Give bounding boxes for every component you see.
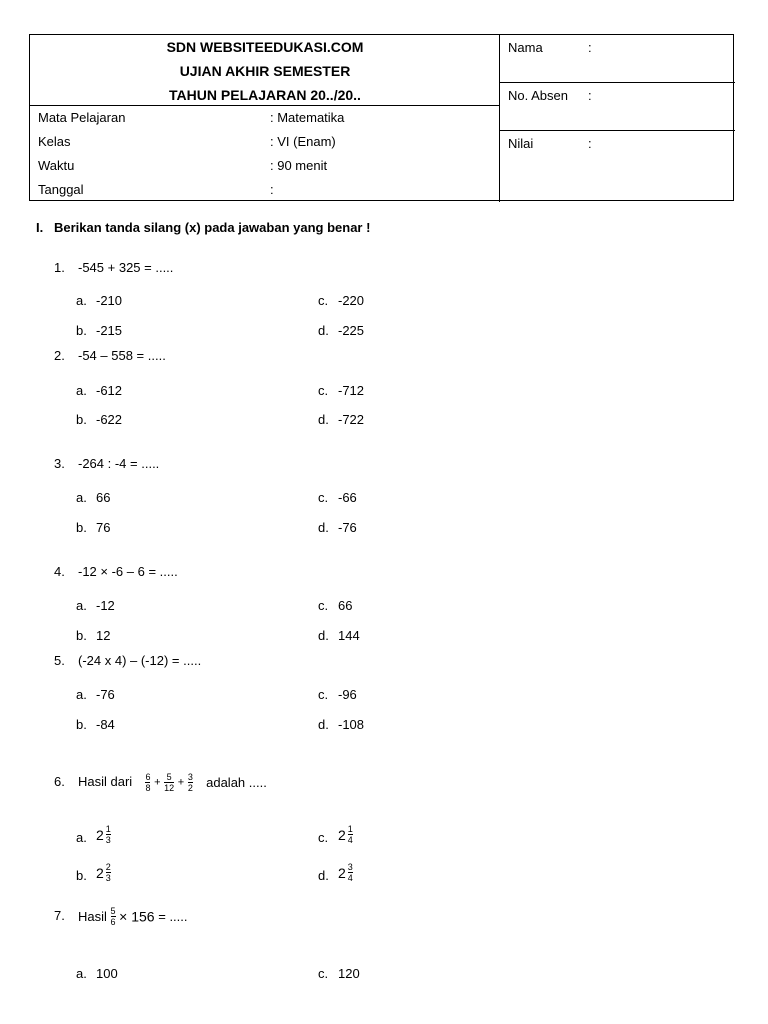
info-value: : Matematika	[270, 110, 345, 125]
section-instruction	[36, 220, 370, 235]
option-6a[interactable]	[76, 824, 111, 845]
option-value: -96	[338, 687, 357, 702]
option-letter: a.	[76, 687, 87, 702]
option-value: -612	[96, 383, 123, 398]
option-6d[interactable]	[318, 862, 353, 883]
option-1b[interactable]	[76, 323, 122, 338]
info-label: Mata Pelajaran	[38, 110, 126, 125]
question-3	[54, 456, 159, 471]
fraction	[145, 772, 150, 793]
fraction	[106, 824, 111, 845]
exam-title: UJIAN AKHIR SEMESTER	[179, 63, 351, 79]
absence-number-field[interactable]	[500, 83, 735, 131]
denominator: 12	[164, 783, 175, 793]
option-letter: a.	[76, 830, 87, 845]
info-label: Waktu	[38, 158, 75, 173]
option-5c[interactable]	[318, 687, 357, 702]
numerator: 5	[166, 772, 172, 782]
option-value: -210	[96, 293, 123, 308]
whole-part: 2	[96, 826, 104, 843]
option-2a[interactable]	[76, 383, 122, 398]
question-number: 7.	[54, 907, 65, 923]
numerator: 2	[105, 862, 111, 872]
option-letter: a.	[76, 293, 87, 308]
operator: +	[154, 776, 161, 789]
denominator: 4	[347, 835, 353, 845]
field-colon: :	[588, 40, 592, 55]
question-text: -264 : -4 = .....	[78, 456, 160, 471]
option-value: -722	[338, 412, 365, 427]
denominator: 6	[110, 917, 116, 927]
option-letter: a.	[76, 490, 87, 505]
option-letter: d.	[318, 868, 329, 883]
info-value: : 90 menit	[270, 158, 328, 173]
school-name: SDN WEBSITEEDUKASI.COM	[166, 39, 364, 55]
operator: +	[177, 776, 185, 789]
option-letter: c.	[318, 687, 329, 702]
option-value: -66	[338, 490, 357, 505]
denominator: 8	[145, 783, 151, 793]
question-text: (-24 x 4) – (-12) = .....	[78, 653, 202, 668]
option-2d[interactable]	[318, 412, 364, 427]
option-letter: d.	[318, 412, 329, 427]
question-6	[54, 772, 267, 793]
option-4c[interactable]	[318, 598, 352, 613]
multiply-expression: × 156	[119, 908, 155, 925]
academic-year: TAHUN PELAJARAN 20../20..	[169, 87, 361, 103]
name-field[interactable]	[500, 35, 735, 83]
option-6c[interactable]	[318, 824, 353, 845]
mixed-number	[338, 862, 353, 883]
mixed-number	[96, 824, 111, 845]
exam-info-grid	[30, 105, 500, 202]
option-value: 100	[96, 966, 118, 981]
field-label: Nilai	[508, 136, 534, 151]
fraction	[111, 906, 116, 927]
student-fields	[500, 35, 735, 202]
info-row-subject	[30, 106, 500, 130]
numerator: 3	[187, 772, 193, 782]
option-letter: b.	[76, 412, 87, 427]
option-letter: d.	[318, 628, 329, 643]
option-value: 120	[338, 966, 360, 981]
question-number: 1.	[54, 260, 65, 275]
option-3b[interactable]	[76, 520, 110, 535]
option-4b[interactable]	[76, 628, 110, 643]
fraction	[106, 862, 111, 883]
option-value: -712	[338, 383, 365, 398]
numerator: 5	[110, 906, 116, 916]
option-3c[interactable]	[318, 490, 357, 505]
option-value: -108	[338, 717, 365, 732]
option-4d[interactable]	[318, 628, 360, 643]
question-text: -12 × -6 – 6 = .....	[78, 564, 178, 579]
fraction	[348, 862, 353, 883]
option-value: -215	[96, 323, 123, 338]
option-value: -220	[338, 293, 365, 308]
info-label: Kelas	[38, 134, 71, 149]
numerator: 1	[347, 824, 353, 834]
question-5	[54, 653, 201, 668]
numerator: 3	[347, 862, 353, 872]
question-text: -545 + 325 = .....	[78, 260, 174, 275]
option-7c[interactable]	[318, 966, 360, 981]
question-7	[54, 906, 188, 927]
option-letter: c.	[318, 383, 329, 398]
question-text: -54 – 558 = .....	[78, 348, 166, 363]
option-5b[interactable]	[76, 717, 115, 732]
option-value: 144	[338, 628, 360, 643]
score-field[interactable]	[500, 131, 735, 202]
option-3d[interactable]	[318, 520, 357, 535]
option-letter: c.	[318, 598, 329, 613]
question-4	[54, 564, 178, 579]
option-value: -225	[338, 323, 365, 338]
denominator: 4	[347, 873, 353, 883]
question-number: 5.	[54, 653, 65, 668]
question-prefix: Hasil	[78, 909, 107, 924]
info-label: Tanggal	[38, 182, 84, 197]
option-value: 76	[96, 520, 111, 535]
field-colon: :	[588, 88, 592, 103]
school-title-block	[30, 35, 500, 105]
info-row-date	[30, 178, 500, 202]
option-value: -76	[338, 520, 357, 535]
section-text: Berikan tanda silang (x) pada jawaban yang benar !	[54, 220, 371, 235]
option-letter: b.	[76, 628, 87, 643]
question-number: 6.	[54, 773, 65, 789]
option-4a[interactable]	[76, 598, 115, 613]
option-1a[interactable]	[76, 293, 122, 308]
option-value: -84	[96, 717, 115, 732]
denominator: 3	[105, 835, 111, 845]
mixed-number	[96, 862, 111, 883]
option-value: -622	[96, 412, 123, 427]
option-letter: a.	[76, 383, 87, 398]
numerator: 6	[145, 772, 151, 782]
option-1c[interactable]	[318, 293, 364, 308]
option-value: -12	[96, 598, 115, 613]
option-letter: c.	[318, 490, 329, 505]
field-label: No. Absen	[508, 88, 568, 103]
question-number: 3.	[54, 456, 65, 471]
whole-part: 2	[338, 864, 346, 881]
field-colon: :	[588, 136, 592, 151]
info-value: : VI (Enam)	[270, 134, 336, 149]
whole-part: 2	[338, 826, 346, 843]
option-1d[interactable]	[318, 323, 364, 338]
fraction	[348, 824, 353, 845]
option-letter: b.	[76, 520, 87, 535]
option-2c[interactable]	[318, 383, 364, 398]
numerator: 1	[105, 824, 111, 834]
option-value: 66	[96, 490, 111, 505]
denominator: 2	[187, 783, 193, 793]
option-letter: b.	[76, 868, 87, 883]
denominator: 3	[105, 873, 111, 883]
fraction	[188, 772, 193, 793]
info-row-class	[30, 130, 500, 154]
question-number: 4.	[54, 564, 65, 579]
question-2	[54, 348, 166, 363]
option-letter: a.	[76, 598, 87, 613]
option-letter: d.	[318, 520, 329, 535]
section-number: I.	[36, 220, 44, 235]
option-letter: c.	[318, 966, 329, 981]
question-suffix: adalah .....	[206, 775, 267, 790]
option-letter: d.	[318, 717, 329, 732]
question-suffix: = .....	[158, 909, 188, 924]
info-value: :	[270, 182, 274, 197]
exam-header	[29, 34, 734, 201]
option-value: -76	[96, 687, 115, 702]
option-letter: b.	[76, 717, 87, 732]
field-label: Nama	[508, 40, 543, 55]
question-prefix: Hasil dari	[78, 773, 133, 789]
option-letter: d.	[318, 323, 329, 338]
option-3a[interactable]	[76, 490, 110, 505]
option-letter: c.	[318, 830, 329, 845]
option-value: 12	[96, 628, 111, 643]
option-5d[interactable]	[318, 717, 364, 732]
question-number: 2.	[54, 348, 65, 363]
option-2b[interactable]	[76, 412, 122, 427]
fraction	[164, 772, 174, 793]
question-1	[54, 260, 173, 275]
option-letter: c.	[318, 293, 329, 308]
option-value: 66	[338, 598, 353, 613]
option-letter: b.	[76, 323, 87, 338]
mixed-number	[338, 824, 353, 845]
option-5a[interactable]	[76, 687, 115, 702]
whole-part: 2	[96, 864, 104, 881]
option-letter: a.	[76, 966, 87, 981]
info-row-time	[30, 154, 500, 178]
option-7a[interactable]	[76, 966, 118, 981]
option-6b[interactable]	[76, 862, 111, 883]
